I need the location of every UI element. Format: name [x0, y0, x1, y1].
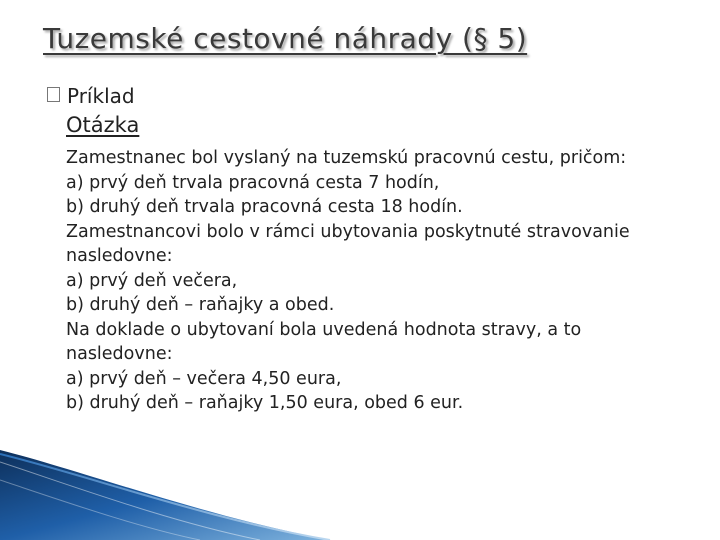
slide-title: Tuzemské cestovné náhrady (§ 5): [43, 22, 528, 55]
bullet-label: Príklad: [67, 84, 135, 108]
text-line: nasledovne:: [66, 344, 173, 364]
text-line: Zamestnancovi bolo v rámci ubytovania poskytnuté stravovanie: [66, 221, 630, 242]
text-line: Zamestnanec bol vyslaný na tuzemskú pracovnú cestu, pričom:: [66, 148, 627, 168]
text-line: Na doklade o ubytovaní bola uvedená hodnota stravy, a to: [66, 319, 582, 340]
bullet-item: [47, 83, 135, 109]
subheading: Otázka: [66, 113, 140, 137]
text-line: a) prvý deň trvala pracovná cesta 7 hodín,: [66, 172, 440, 193]
text-line: b) druhý deň – raňajky a obed.: [66, 295, 335, 315]
text-line: b) druhý deň trvala pracovná cesta 18 hodín.: [66, 197, 463, 217]
text-line: a) prvý deň – večera 4,50 eura,: [66, 368, 342, 389]
decorative-swoosh: [0, 440, 720, 540]
text-line: b) druhý deň – raňajky 1,50 eura, obed 6 eur.: [66, 393, 464, 413]
square-bullet-icon: [47, 87, 60, 102]
text-line: a) prvý deň večera,: [66, 270, 238, 291]
text-line: nasledovne:: [66, 246, 173, 266]
question-text: [66, 146, 706, 416]
